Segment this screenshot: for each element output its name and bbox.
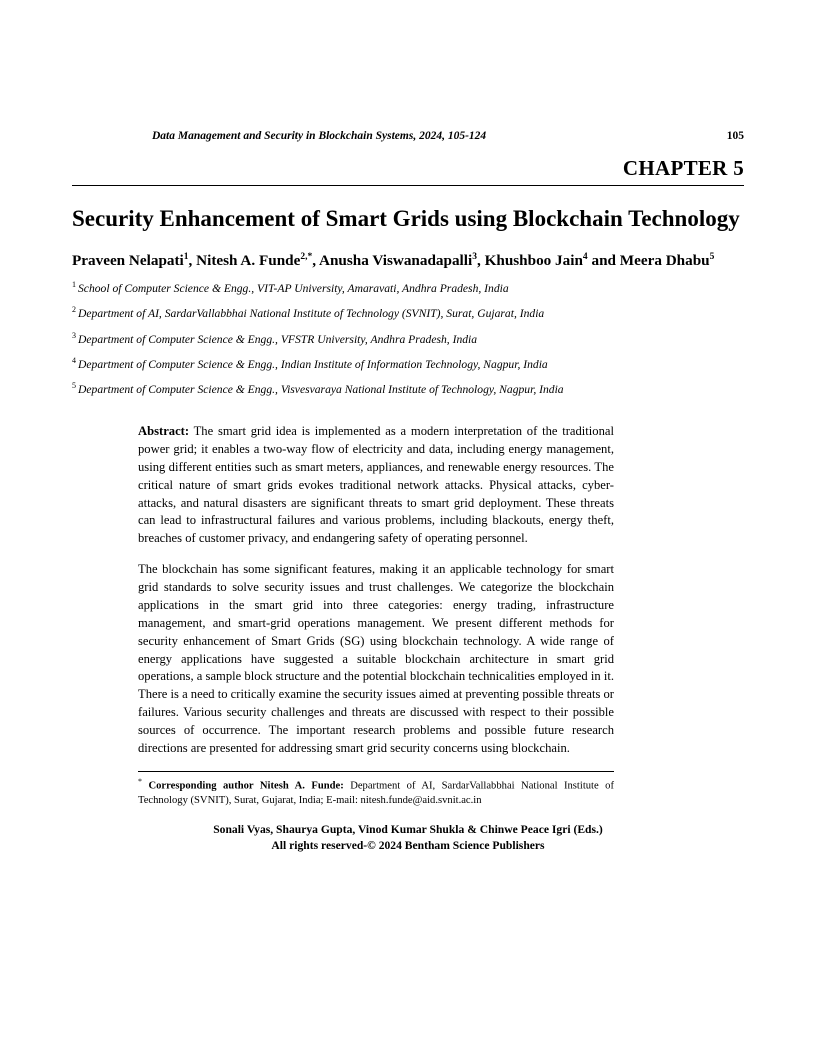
affiliation xyxy=(72,280,744,296)
footnote-divider xyxy=(138,771,614,772)
affiliation-marker: 5 xyxy=(72,380,76,390)
abstract-section xyxy=(138,423,614,758)
affiliation-marker: 1 xyxy=(72,280,76,290)
affiliation xyxy=(72,381,744,397)
affiliation-text: Department of AI, SardarVallabbhai National Institute of Technology (SVNIT), Surat, Gujarat, India xyxy=(78,307,545,321)
footnote-lead: Corresponding author Nitesh A. Funde: xyxy=(148,780,344,792)
author-affil-marker: 5 xyxy=(709,252,715,263)
author-affil-marker: 4 xyxy=(582,252,588,263)
footnote xyxy=(138,777,614,808)
header-divider xyxy=(72,185,744,186)
affiliation-text: Department of Computer Science & Engg., Indian Institute of Information Technology, Nagpur, India xyxy=(78,357,548,371)
author-separator: , xyxy=(476,252,485,270)
affiliation-text: Department of Computer Science & Engg., VFSTR University, Andhra Pradesh, India xyxy=(78,332,478,346)
affiliation-marker: 3 xyxy=(72,330,76,340)
author-affil-marker: 3 xyxy=(472,252,477,263)
footnote-marker: * xyxy=(138,776,142,786)
affiliation xyxy=(72,305,744,321)
abstract-paragraph-1 xyxy=(138,423,614,548)
publisher-block xyxy=(72,822,744,855)
author-conjunction: and xyxy=(591,252,616,270)
affiliation xyxy=(72,331,744,347)
author-name: Nitesh A. Funde xyxy=(196,252,301,270)
author-separator: , xyxy=(188,252,197,270)
affiliation-text: Department of Computer Science & Engg., Visvesvaraya National Institute of Technology, Nagpur, India xyxy=(78,382,564,396)
rights-line: All rights reserved-© 2024 Bentham Science Publishers xyxy=(271,839,545,853)
affiliation xyxy=(72,356,744,372)
author-name: Anusha Viswanadapalli xyxy=(319,252,473,270)
page-title: Security Enhancement of Smart Grids using Blockchain Technology xyxy=(72,206,740,231)
author-affil-marker: 2,* xyxy=(300,252,313,263)
author-name: Meera Dhabu xyxy=(619,252,710,270)
abstract-paragraph-2: The blockchain has some significant features, making it an applicable technology for smart grid standards to solve security issues and trust challenges. We categorize the blockchain applications in the smart grid into three categories: energy trading, infrastructure management, and smart-grid operations management. We present different methods for security enhancement of Smart Grids (SG) using blockchain technology. A wide range of energy applications have suggested a suitable blockchain architecture in smart grid operations, a sample block structure and the potential blockchain technicalities employed in it. There is a need to critically examine the security issues aimed at preventing possible threats or failures. Various security challenges and threats are discussed with respect to their possible sources of occurrence. The important research problems and possible future research directions are presented for addressing smart grid security concerns using blockchain. xyxy=(138,562,614,755)
author-separator: , xyxy=(312,252,319,270)
abstract-text-1: The smart grid idea is implemented as a modern interpretation of the traditional power grid; it enables a two-way flow of electricity and data, including energy management, using different entities such as smart meters, appliances, and renewable energy resources. The critical nature of smart grids evokes traditional network attacks. Physical attacks, cyber-attacks, and natural disasters are significant threats to smart grid deployment. These threats can lead to infrastructural failures and various problems, including blackouts, energy theft, breaches of customer privacy, and endangering safety of operating personnel. xyxy=(138,424,614,546)
affiliation-marker: 4 xyxy=(72,355,76,365)
running-head xyxy=(152,130,744,142)
author-name: Praveen Nelapati xyxy=(72,252,184,270)
page-number: 105 xyxy=(726,130,744,142)
author-name: Khushboo Jain xyxy=(484,252,583,270)
journal-citation: Data Management and Security in Blockchain Systems, 2024, 105-124 xyxy=(152,130,487,142)
abstract-label: Abstract: xyxy=(138,424,190,439)
footnote-text: Department of AI, SardarVallabbhai National Institute of Technology (SVNIT), Surat, Gujarat, India; E-mail: nitesh.funde@aid.svnit.ac.in xyxy=(138,780,614,806)
author-affil-marker: 1 xyxy=(183,252,189,263)
chapter-label: CHAPTER 5 xyxy=(622,156,744,180)
affiliation-text: School of Computer Science & Engg., VIT-AP University, Amaravati, Andhra Pradesh, India xyxy=(78,282,509,296)
author-list xyxy=(72,251,744,271)
editors-line: Sonali Vyas, Shaurya Gupta, Vinod Kumar Shukla & Chinwe Peace Igri (Eds.) xyxy=(213,822,603,836)
affiliation-marker: 2 xyxy=(72,305,76,315)
